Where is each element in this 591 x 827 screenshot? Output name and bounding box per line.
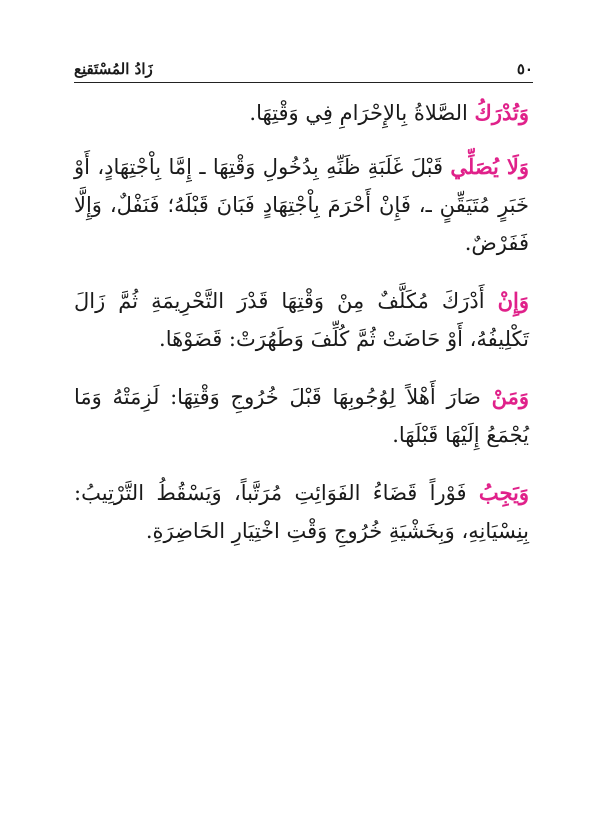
paragraph-keyword: وَيَجِبُ (478, 480, 529, 505)
paragraph-2 (74, 148, 529, 262)
paragraph-text: فَوْراً قَضَاءُ الفَوَائِتِ مُرَتَّباً، وَيَسْقُطُ التَّرْتِيبُ: بِنِسْيَانِهِ، وَبِخَشْيَةِ خُرُوجِ وَقْتِ اخْتِيَارِ الحَاضِرَةِ. (74, 481, 529, 543)
paragraph-keyword: وَلَا يُصَلِّي (450, 154, 529, 179)
paragraph-text: قَبْلَ غَلَبَةِ ظَنِّهِ بِدُخُولِ وَقْتِهَا ـ إِمَّا بِاْجْتِهَادٍ، أَوْ خَبَرٍ مُتَيَقِّنٍ ـ، فَإِنْ أَحْرَمَ بِاْجْتِهَادٍ فَبَانَ قَبْلَهُ؛ فَنَفْلٌ، وَإِلَّا فَفَرْضٌ. (74, 155, 529, 255)
page-header (74, 52, 533, 78)
page-number: ٥٠ (516, 60, 533, 78)
paragraph-keyword: وَإِنْ (497, 288, 529, 313)
paragraph-keyword: وَتُدْرَكُ (474, 100, 529, 125)
header-divider (74, 82, 533, 83)
paragraph-text: أَدْرَكَ مُكَلَّفٌ مِنْ وَقْتِهَا قَدْرَ التَّحْرِيمَةِ ثُمَّ زَالَ تَكْلِيفُهُ، أَوْ حَاضَتْ ثُمَّ كُلِّفَ وَطَهُرَتْ: قَضَوْهَا. (74, 289, 529, 351)
paragraph-1 (74, 94, 529, 132)
paragraph-3 (74, 282, 529, 358)
paragraph-5 (74, 474, 529, 550)
paragraph-4 (74, 378, 529, 454)
paragraph-keyword: وَمَنْ (491, 384, 529, 409)
page-body (74, 94, 529, 570)
paragraph-text: صَارَ أَهْلاً لِوُجُوبِهَا قَبْلَ خُرُوجِ وَقْتِهَا: لَزِمَتْهُ وَمَا يُجْمَعُ إِلَيْهَا قَبْلَهَا. (74, 385, 529, 447)
paragraph-text: الصَّلاةُ بِالإِحْرَامِ فِي وَقْتِهَا. (249, 101, 475, 125)
book-title: زَادُ المُسْتَقنِع (74, 60, 153, 78)
